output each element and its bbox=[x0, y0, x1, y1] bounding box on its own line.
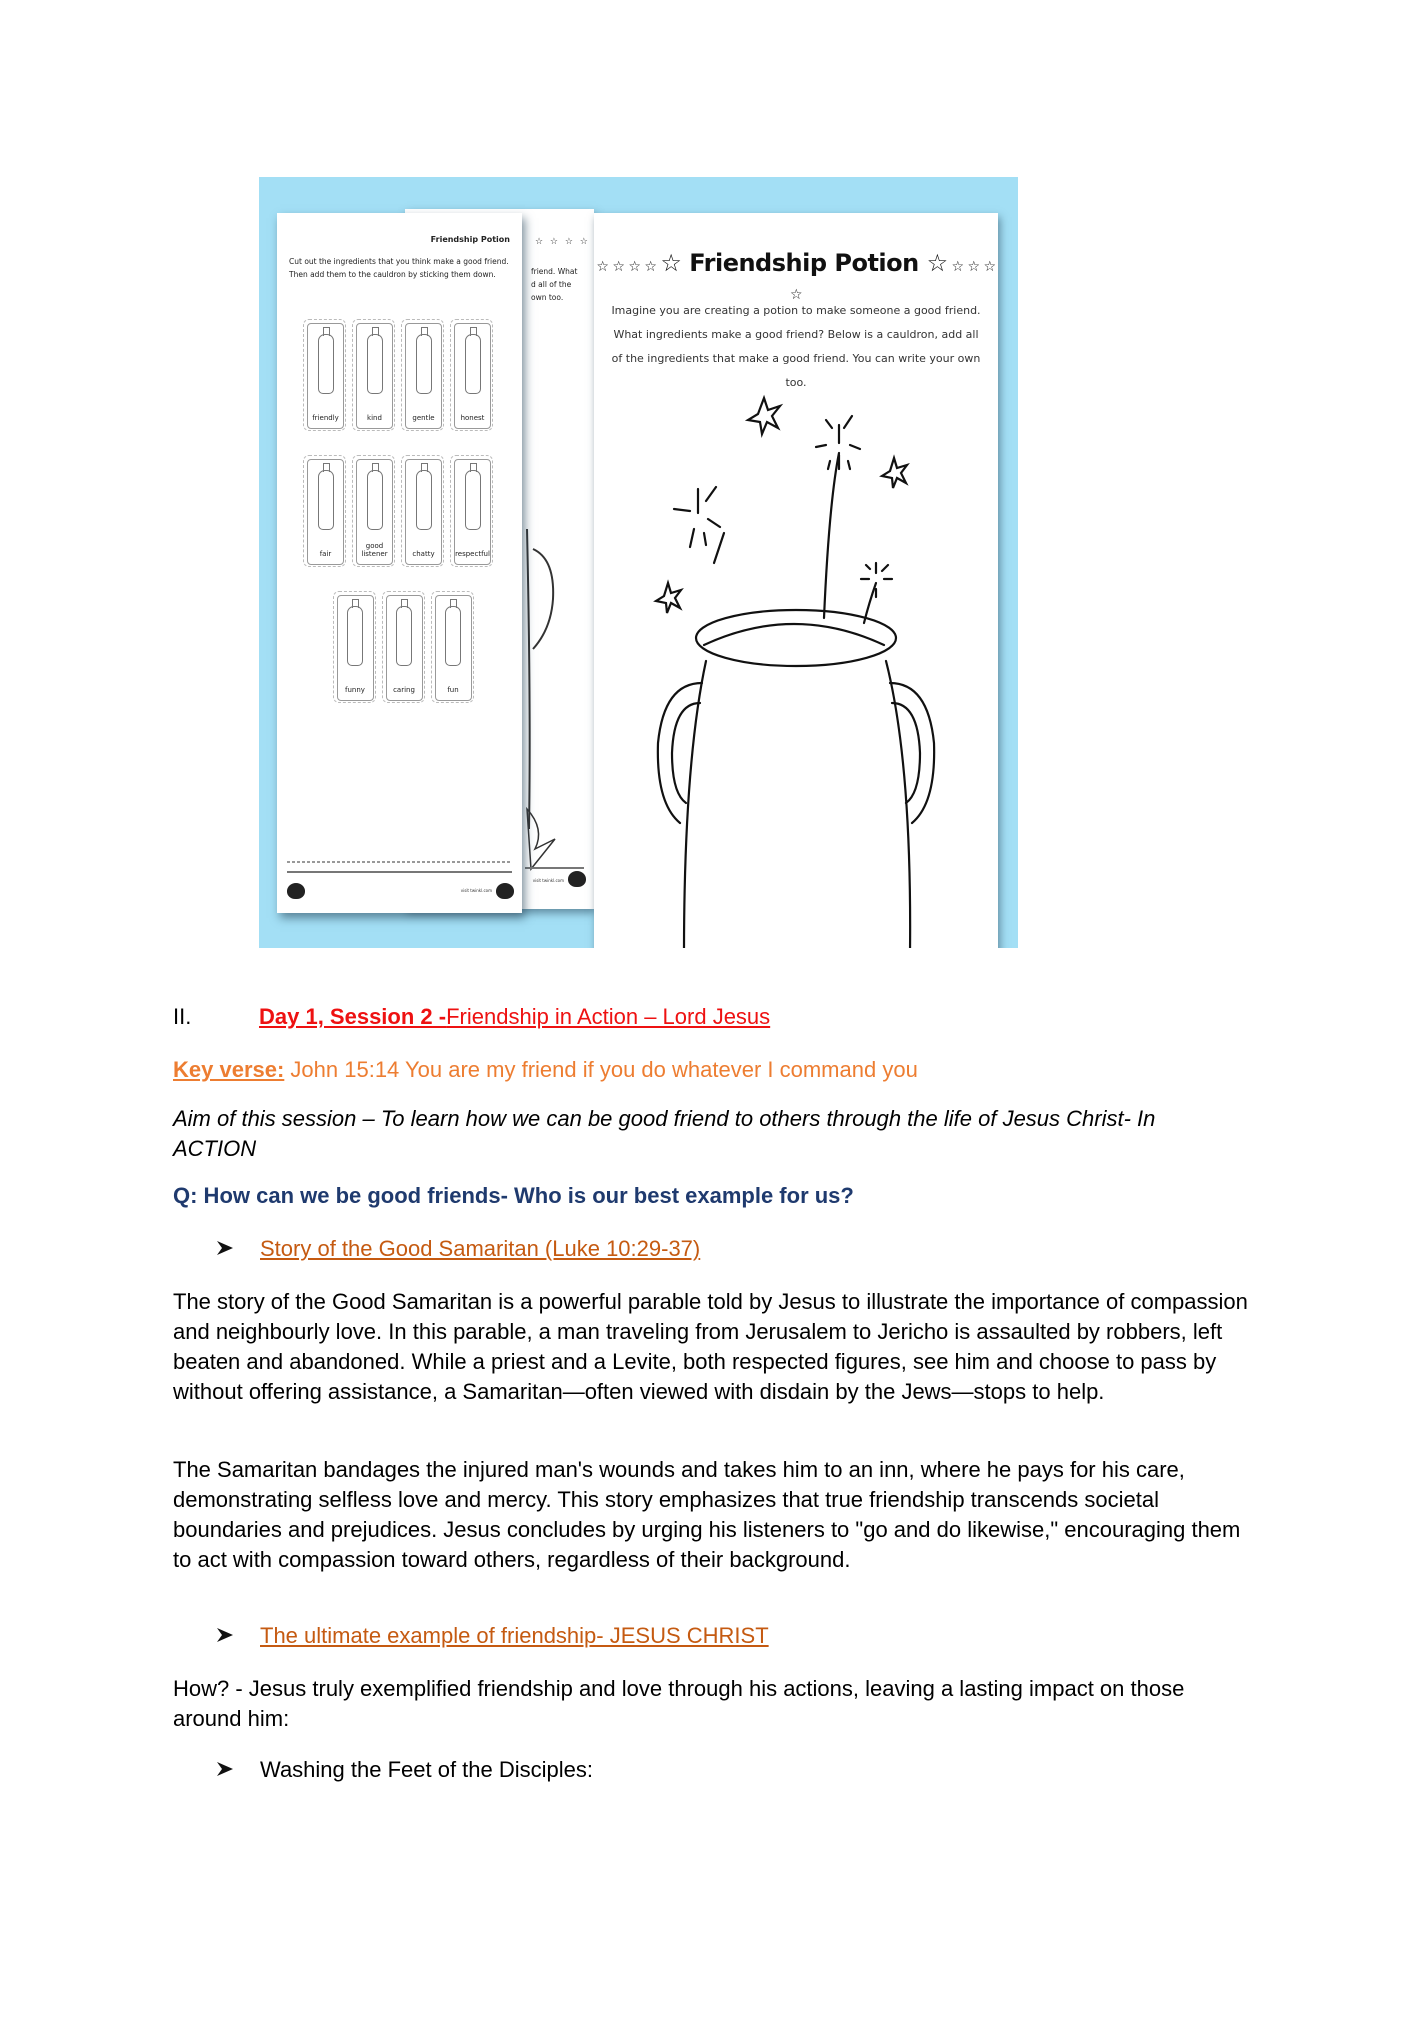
stars-decoration: ☆ ☆ ☆ ☆ bbox=[535, 237, 590, 247]
bottle-icon bbox=[367, 470, 383, 530]
ingredient-card: friendly bbox=[303, 319, 346, 431]
disclaimer-text bbox=[287, 861, 512, 863]
ingredient-card: fun bbox=[431, 591, 474, 703]
cauldron-illustration-icon bbox=[594, 383, 998, 948]
ingredient-card: good listener bbox=[352, 455, 395, 567]
section-heading-title: Friendship in Action – Lord Jesus bbox=[446, 1004, 771, 1029]
ingredient-card: caring bbox=[382, 591, 425, 703]
ingredient-card: respectful bbox=[450, 455, 493, 567]
bottle-icon bbox=[396, 606, 412, 666]
ingredient-card: gentle bbox=[401, 319, 444, 431]
paragraph: How? - Jesus truly exemplified friendship and love through his actions, leaving a lasting impact on those around him: bbox=[173, 1676, 1185, 1731]
bottle-icon bbox=[367, 334, 383, 394]
ingredient-card: chatty bbox=[401, 455, 444, 567]
bottle-icon bbox=[347, 606, 363, 666]
worksheet-main-sheet bbox=[594, 213, 998, 948]
bottle-icon bbox=[445, 606, 461, 666]
ingredient-card: honest bbox=[450, 319, 493, 431]
section-heading-bold: Day 1, Session 2 - bbox=[259, 1004, 447, 1029]
bottle-icon bbox=[416, 470, 432, 530]
bottle-icon bbox=[465, 334, 481, 394]
stars-left-icon: ☆ ☆ ☆ ☆ bbox=[596, 259, 661, 275]
friendship-potion-worksheet-image bbox=[259, 177, 1018, 948]
key-verse-label: Key verse: bbox=[173, 1057, 285, 1082]
stars-right-icon: ☆ ☆ ☆ ☆ bbox=[789, 259, 996, 303]
main-sheet-title: ☆ ☆ ☆ ☆ ☆ Friendship Potion ☆ ☆ ☆ ☆ ☆ bbox=[596, 249, 996, 303]
back-sheet-text: friend. What d all of the own too. bbox=[531, 267, 578, 302]
main-sheet-instructions: Imagine you are creating a potion to make someone a good friend. What ingredients make a good friend? Below is a cauldron, add all of the ingredients that make a good friend. You can write your own too. bbox=[611, 304, 981, 389]
washing-feet-item: Washing the Feet of the Disciples: bbox=[260, 1757, 594, 1782]
twinkl-logo-icon bbox=[287, 883, 305, 899]
key-verse-text: John 15:14 You are my friend if you do whatever I command you bbox=[284, 1057, 918, 1082]
star-icon: ☆ bbox=[926, 249, 948, 277]
ingredient-card: fair bbox=[303, 455, 346, 567]
footer-rule bbox=[287, 871, 512, 873]
section-numeral: II. bbox=[173, 1004, 192, 1029]
star-icon: ☆ bbox=[660, 249, 682, 277]
cauldron-partial-icon bbox=[525, 509, 565, 889]
arrow-bullet-icon bbox=[216, 1236, 236, 1262]
bullet-item bbox=[216, 1623, 769, 1649]
bottle-icon bbox=[318, 470, 334, 530]
arrow-bullet-icon bbox=[216, 1757, 236, 1783]
arrow-bullet-icon bbox=[216, 1623, 236, 1649]
bullet-item bbox=[216, 1757, 593, 1783]
worksheet-cutout-sheet bbox=[277, 213, 522, 913]
paragraph: The story of the Good Samaritan is a powerful parable told by Jesus to illustrate the importance of compassion and neighbourly love. In this parable, a man traveling from Jerusalem to Jericho is assaulted by robbers, left beaten and abandoned. While a priest and a Levite, both respected figures, see him and choose to pass by without offering assistance, a Samaritan—often viewed with disdain by the Jews—stops to help. bbox=[173, 1289, 1248, 1404]
twinkl-badge-icon bbox=[496, 883, 514, 899]
bottle-icon bbox=[416, 334, 432, 394]
discussion-question: Q: How can we be good friends- Who is our best example for us? bbox=[173, 1183, 854, 1208]
bottle-icon bbox=[318, 334, 334, 394]
twinkl-logo-icon bbox=[568, 871, 586, 887]
footer-url: visit twinkl.com bbox=[532, 878, 564, 883]
ingredient-card: funny bbox=[333, 591, 376, 703]
section-heading bbox=[259, 1004, 770, 1030]
paragraph: The Samaritan bandages the injured man's wounds and takes him to an inn, where he pays for his care, demonstrating selfless love and mercy. This story emphasizes that true friendship transcends societal boundaries and prejudices. Jesus concludes by urging his listeners to "go and do likewise," encouraging them to act with compassion toward others, regardless of their background. bbox=[173, 1457, 1241, 1572]
ingredient-cards bbox=[303, 319, 503, 727]
session-aim: Aim of this session – To learn how we can be good friend to others through the life of Jesus Christ- In ACTION bbox=[173, 1106, 1156, 1161]
good-samaritan-link[interactable]: Story of the Good Samaritan (Luke 10:29-37) bbox=[260, 1236, 701, 1261]
bottle-icon bbox=[465, 470, 481, 530]
ingredient-card: kind bbox=[352, 319, 395, 431]
bullet-item bbox=[216, 1236, 700, 1262]
footer-url: visit twinkl.com bbox=[460, 888, 492, 893]
key-verse bbox=[173, 1055, 1253, 1085]
cutout-sheet-instructions: Cut out the ingredients that you think make a good friend. Then add them to the cauldron by sticking them down. bbox=[289, 257, 509, 279]
cutout-sheet-title: Friendship Potion bbox=[430, 235, 510, 244]
ultimate-example-link[interactable]: The ultimate example of friendship- JESUS CHRIST bbox=[260, 1623, 769, 1648]
